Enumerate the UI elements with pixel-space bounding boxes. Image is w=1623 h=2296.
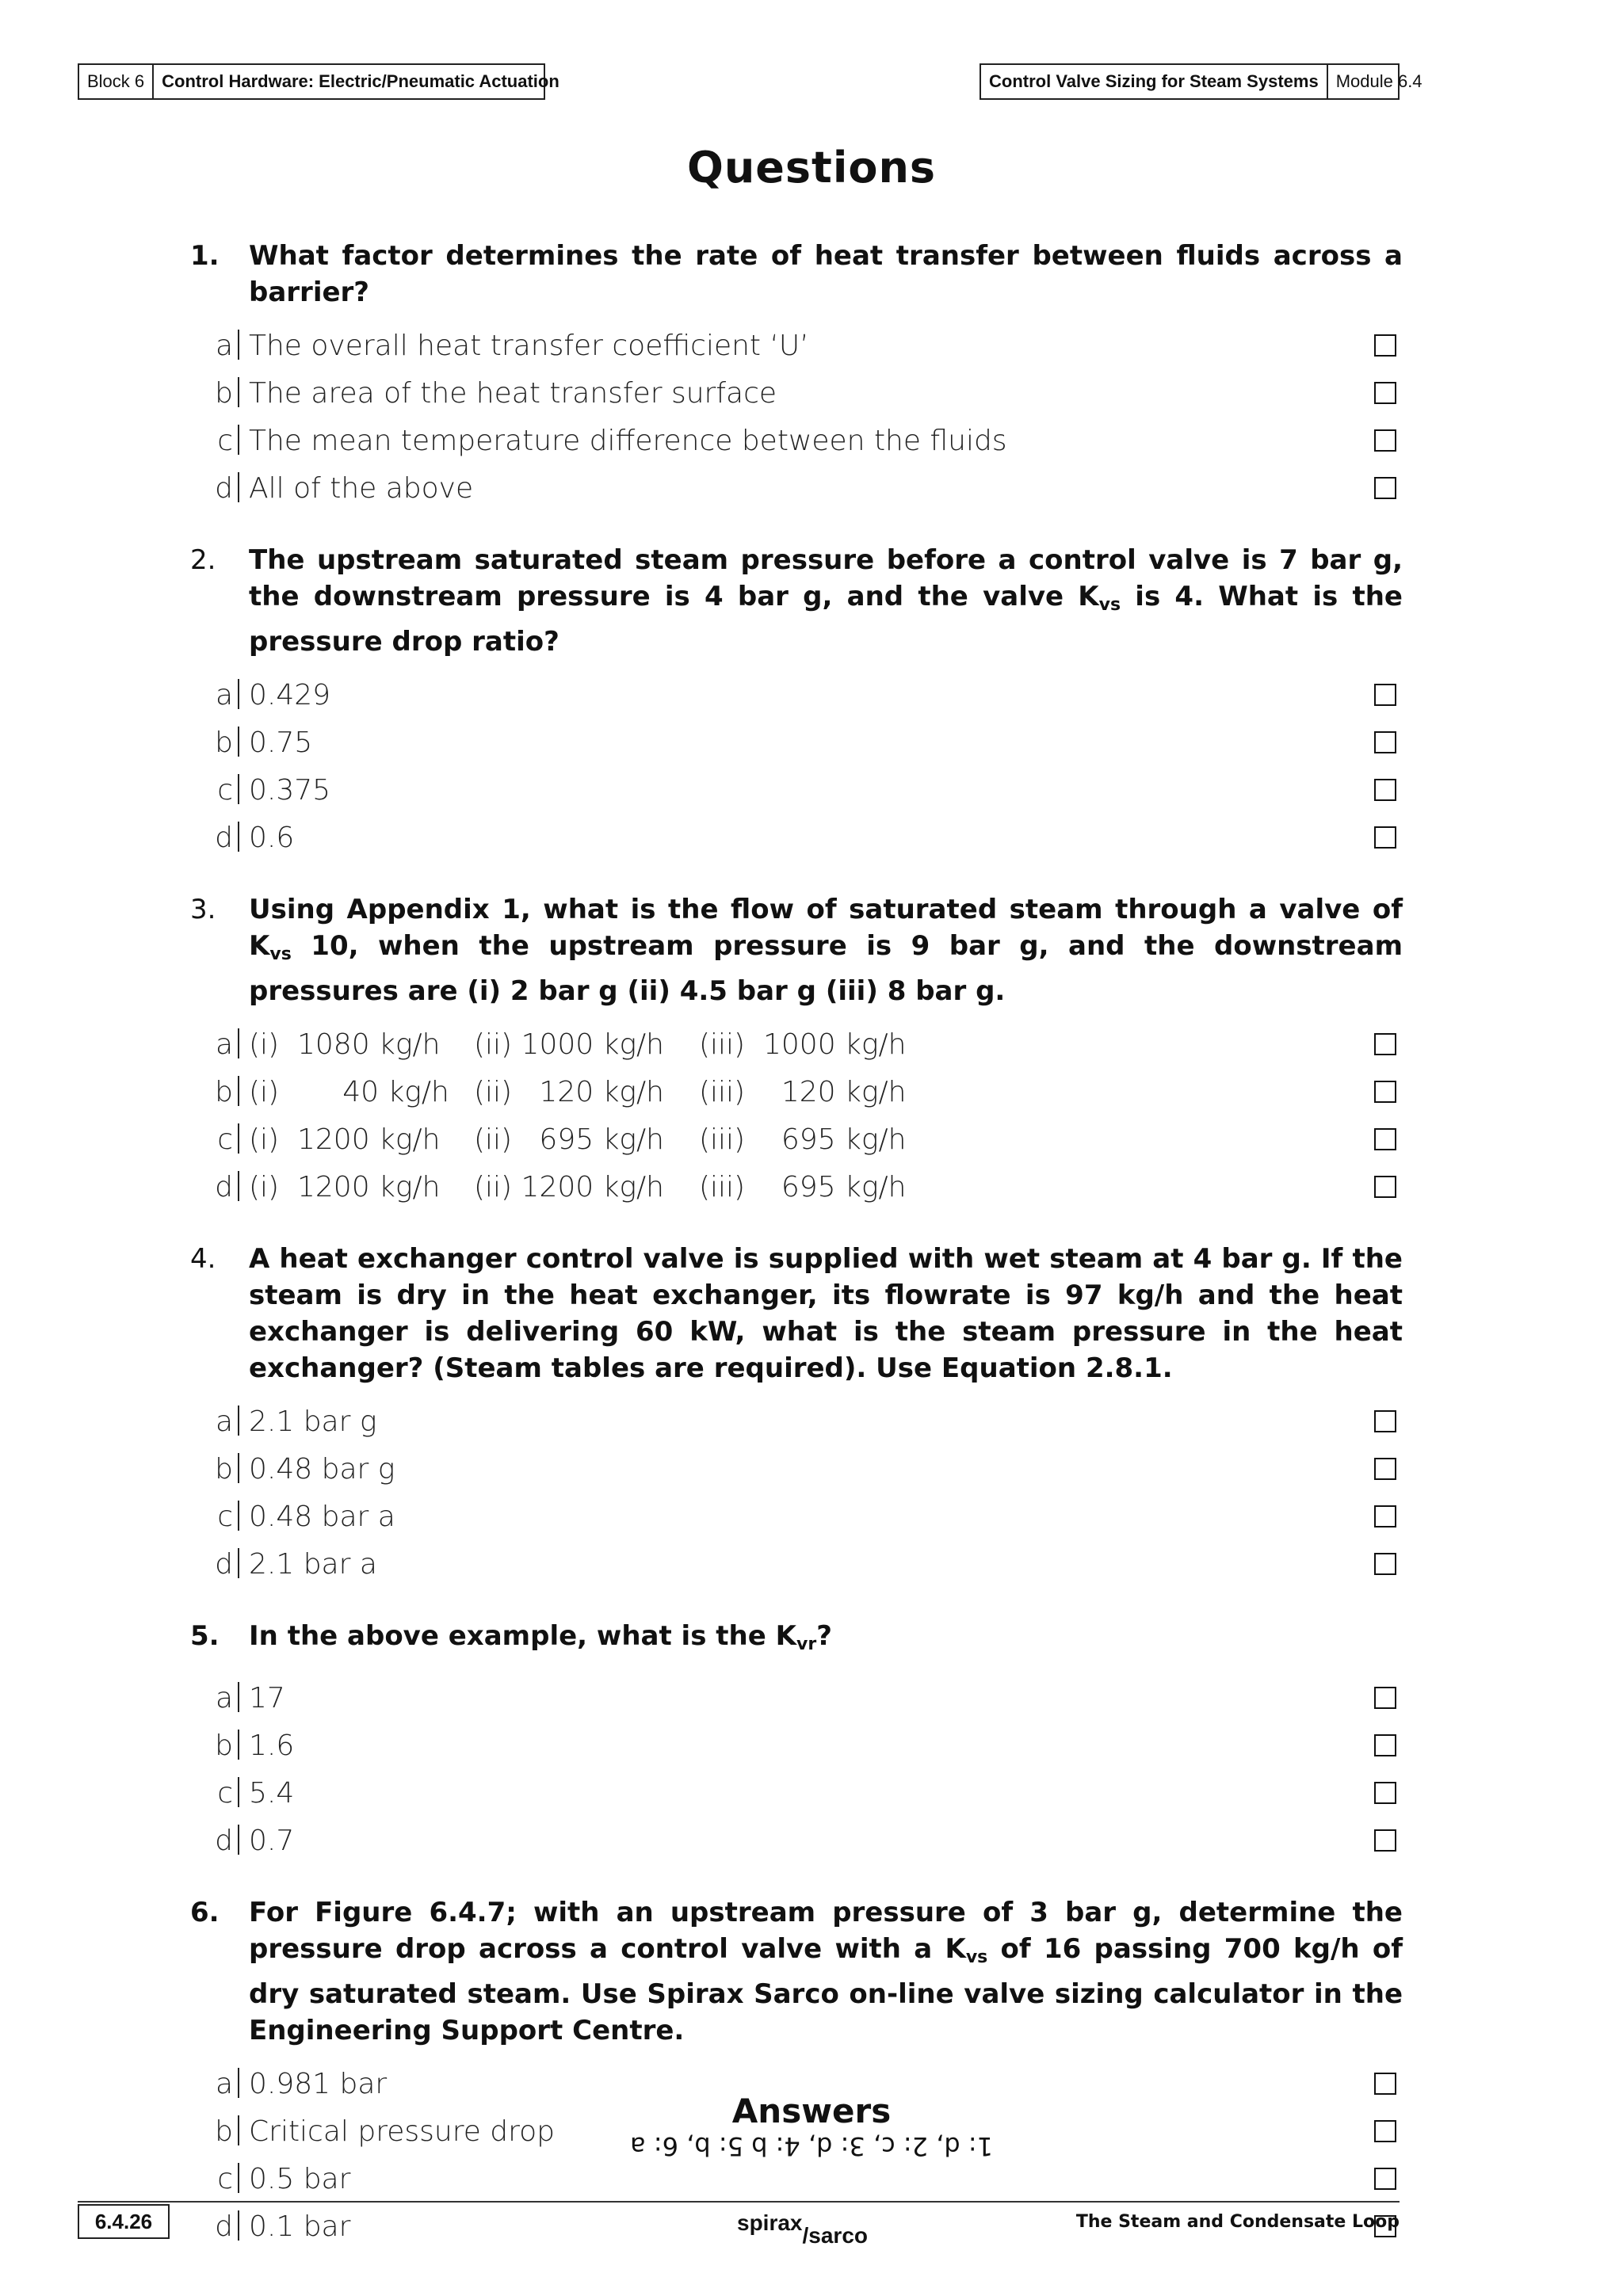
answer-checkbox[interactable]: [1374, 1687, 1396, 1709]
answer-checkbox[interactable]: [1374, 1081, 1396, 1103]
spirax-sarco-logo: spirax/sarco: [737, 2210, 868, 2248]
option-letter: c: [217, 1776, 233, 1810]
option-letter: b: [215, 726, 233, 759]
option-row: [190, 322, 1403, 369]
option-text: 0.48 bar a: [249, 1500, 395, 1533]
option-letter: d: [215, 2210, 233, 2243]
page-title: Questions: [686, 143, 937, 193]
answer-checkbox[interactable]: [1374, 2168, 1396, 2190]
header-block-title: Control Hardware: Electric/Pneumatic Actuation: [152, 65, 567, 98]
option-letter: d: [215, 1824, 233, 1857]
option-letter: a: [215, 678, 233, 711]
option-text: 1.6: [249, 1729, 295, 1762]
option-letter: d: [215, 471, 233, 505]
option-text: The mean temperature difference between the fluids: [249, 424, 1007, 457]
option-row: [190, 2155, 1403, 2203]
answer-checkbox[interactable]: [1374, 382, 1396, 404]
header-module-title: Control Valve Sizing for Steam Systems: [989, 71, 1319, 91]
answer-checkbox[interactable]: [1374, 334, 1396, 357]
option-text: 0.7: [249, 1824, 295, 1857]
option-text: Critical pressure drop: [249, 2115, 556, 2148]
option-text: 0.5 bar: [249, 2162, 351, 2195]
question-2: [190, 542, 1403, 861]
option-row: [190, 1769, 1403, 1817]
answer-checkbox[interactable]: [1374, 1553, 1396, 1575]
option-text: 2.1 bar a: [249, 1547, 377, 1581]
option-text: 0.981 bar: [249, 2067, 388, 2100]
header-module-box: [980, 63, 1423, 100]
answer-checkbox[interactable]: [1374, 1458, 1396, 1480]
option-letter: c: [217, 424, 233, 457]
answer-checkbox[interactable]: [1374, 1033, 1396, 1055]
answer-checkbox[interactable]: [1374, 731, 1396, 753]
option-letter: d: [215, 1547, 233, 1581]
option-letter: d: [215, 821, 233, 854]
header-block-box: [78, 63, 559, 100]
option-letter: c: [217, 1123, 233, 1156]
answer-checkbox[interactable]: [1374, 1829, 1396, 1852]
option-letter: b: [215, 1452, 233, 1486]
question-1: [190, 238, 1403, 512]
questions-list: [190, 238, 1403, 2280]
option-row: [190, 1817, 1403, 1864]
option-row: [190, 1445, 1403, 1493]
option-text: The area of the heat transfer surface: [249, 376, 777, 410]
option-text: All of the above: [249, 471, 474, 505]
option-letter: a: [215, 1405, 233, 1438]
option-text: 0.375: [249, 773, 331, 807]
option-letter: c: [217, 773, 233, 807]
question-number: 5.: [190, 1620, 220, 1652]
option-text: 0.1 bar: [249, 2210, 351, 2243]
answer-checkbox[interactable]: [1374, 1505, 1396, 1527]
option-text: The overall heat transfer coefficient ‘U’: [249, 329, 809, 362]
option-row: [190, 1493, 1403, 1540]
footer-title: The Steam and Condensate Loop: [1075, 2212, 1400, 2232]
option-letter: a: [215, 329, 233, 362]
question-4: [190, 1241, 1403, 1588]
option-row: d (i) 1200 kg/h (ii) 1200 kg/h (iii) 695 kg/h: [190, 1163, 1403, 1211]
question-3: [190, 891, 1403, 1211]
question-text: Using Appendix 1, what is the flow of saturated steam through a valve of $K_{vs}$ 10, when the upstream pressure is 9 bar g, and the downstream pressures are (i) 2 bar g (ii) 4.5 bar g (iii) 8 bar g.: [249, 894, 1403, 1007]
option-letter: c: [217, 2162, 233, 2195]
option-row: [190, 1722, 1403, 1769]
subscript: vr: [796, 1634, 817, 1654]
answer-checkbox[interactable]: [1374, 1410, 1396, 1432]
option-row: b (i) 40 kg/h (ii) 120 kg/h (iii) 120 kg/h: [190, 1068, 1403, 1116]
answer-checkbox[interactable]: [1374, 1176, 1396, 1198]
header-module-number: Module 6.4: [1327, 65, 1430, 98]
option-letter: b: [215, 1075, 233, 1108]
subscript: vs: [1098, 595, 1121, 615]
answer-checkbox[interactable]: [1374, 1734, 1396, 1756]
answer-checkbox[interactable]: [1374, 684, 1396, 706]
option-text: 0.75: [249, 726, 313, 759]
question-text: A heat exchanger control valve is supplied with wet steam at 4 bar g. If the steam is dry in the heat exchanger, its flowrate is 97 kg/h and the heat exchanger is delivering 60 kW, what is the steam pressure in the heat exchanger? (Steam tables are required). Use Equation 2.8.1.: [249, 1243, 1403, 1384]
option-row: a (i) 1080 kg/h (ii) 1000 kg/h (iii) 1000 kg/h: [190, 1020, 1403, 1068]
option-row: [190, 671, 1403, 719]
option-text: 0.6: [249, 821, 295, 854]
option-text: 0.429: [249, 678, 331, 711]
answers-text-inverted: 1: d, 2: c, 3: d, 4: b 5: b, 6: a: [630, 2131, 993, 2161]
question-number: 3.: [190, 894, 216, 925]
answer-checkbox[interactable]: [1374, 779, 1396, 801]
question-text: In the above example, what is the $K_{vr}$?: [249, 1620, 832, 1654]
option-text: 17: [249, 1681, 285, 1714]
option-row: [190, 464, 1403, 512]
answer-checkbox[interactable]: [1374, 477, 1396, 499]
question-text: The upstream saturated steam pressure before a control valve is 7 bar g, the downstream pressure is 4 bar g, and the valve $K_{vs}$ is 4. What is the pressure drop ratio?: [249, 544, 1403, 658]
option-row: [190, 766, 1403, 814]
option-text: 5.4: [249, 1776, 295, 1810]
option-letter: d: [215, 1170, 233, 1203]
question-6: [190, 1894, 1403, 2250]
option-letter: b: [215, 2115, 233, 2148]
option-row: [190, 417, 1403, 464]
option-letter: a: [215, 1028, 233, 1061]
option-text: 2.1 bar g: [249, 1405, 377, 1438]
question-text: For Figure 6.4.7; with an upstream pressure of 3 bar g, determine the pressure drop across a control valve with a $K_{vs}$ of 16 passing 700 kg/h of dry saturated steam. Use Spirax Sarco on-line valve sizing calculator in the Engineering Support Centre.: [249, 1897, 1403, 2046]
page-number: 6.4.26: [78, 2204, 170, 2239]
header-block-number: Block 6: [87, 71, 145, 91]
question-text: What factor determines the rate of heat transfer between fluids across a barrier?: [249, 240, 1403, 308]
answer-checkbox[interactable]: [1374, 826, 1396, 849]
option-letter: b: [215, 1729, 233, 1762]
question-5: [190, 1618, 1403, 1864]
option-text: 0.48 bar g: [249, 1452, 395, 1486]
answer-checkbox[interactable]: [1374, 1128, 1396, 1150]
answer-checkbox[interactable]: [1374, 429, 1396, 452]
option-row: [190, 814, 1403, 861]
option-letter: a: [215, 2067, 233, 2100]
question-number: 1.: [190, 240, 220, 272]
option-row: [190, 1398, 1403, 1445]
question-number: 4.: [190, 1243, 216, 1275]
option-row: [190, 369, 1403, 417]
option-row: c (i) 1200 kg/h (ii) 695 kg/h (iii) 695 kg/h: [190, 1116, 1403, 1163]
option-letter: c: [217, 1500, 233, 1533]
answers-title: Answers: [731, 2092, 892, 2130]
option-letter: b: [215, 376, 233, 410]
subscript: vs: [269, 944, 292, 964]
answer-checkbox[interactable]: [1374, 1782, 1396, 1804]
option-row: [190, 1674, 1403, 1722]
question-number: 6.: [190, 1897, 220, 1928]
question-number: 2.: [190, 544, 216, 576]
footer-divider: [78, 2201, 1400, 2203]
subscript: vs: [965, 1947, 988, 1967]
option-row: [190, 719, 1403, 766]
option-row: [190, 1540, 1403, 1588]
option-letter: a: [215, 1681, 233, 1714]
